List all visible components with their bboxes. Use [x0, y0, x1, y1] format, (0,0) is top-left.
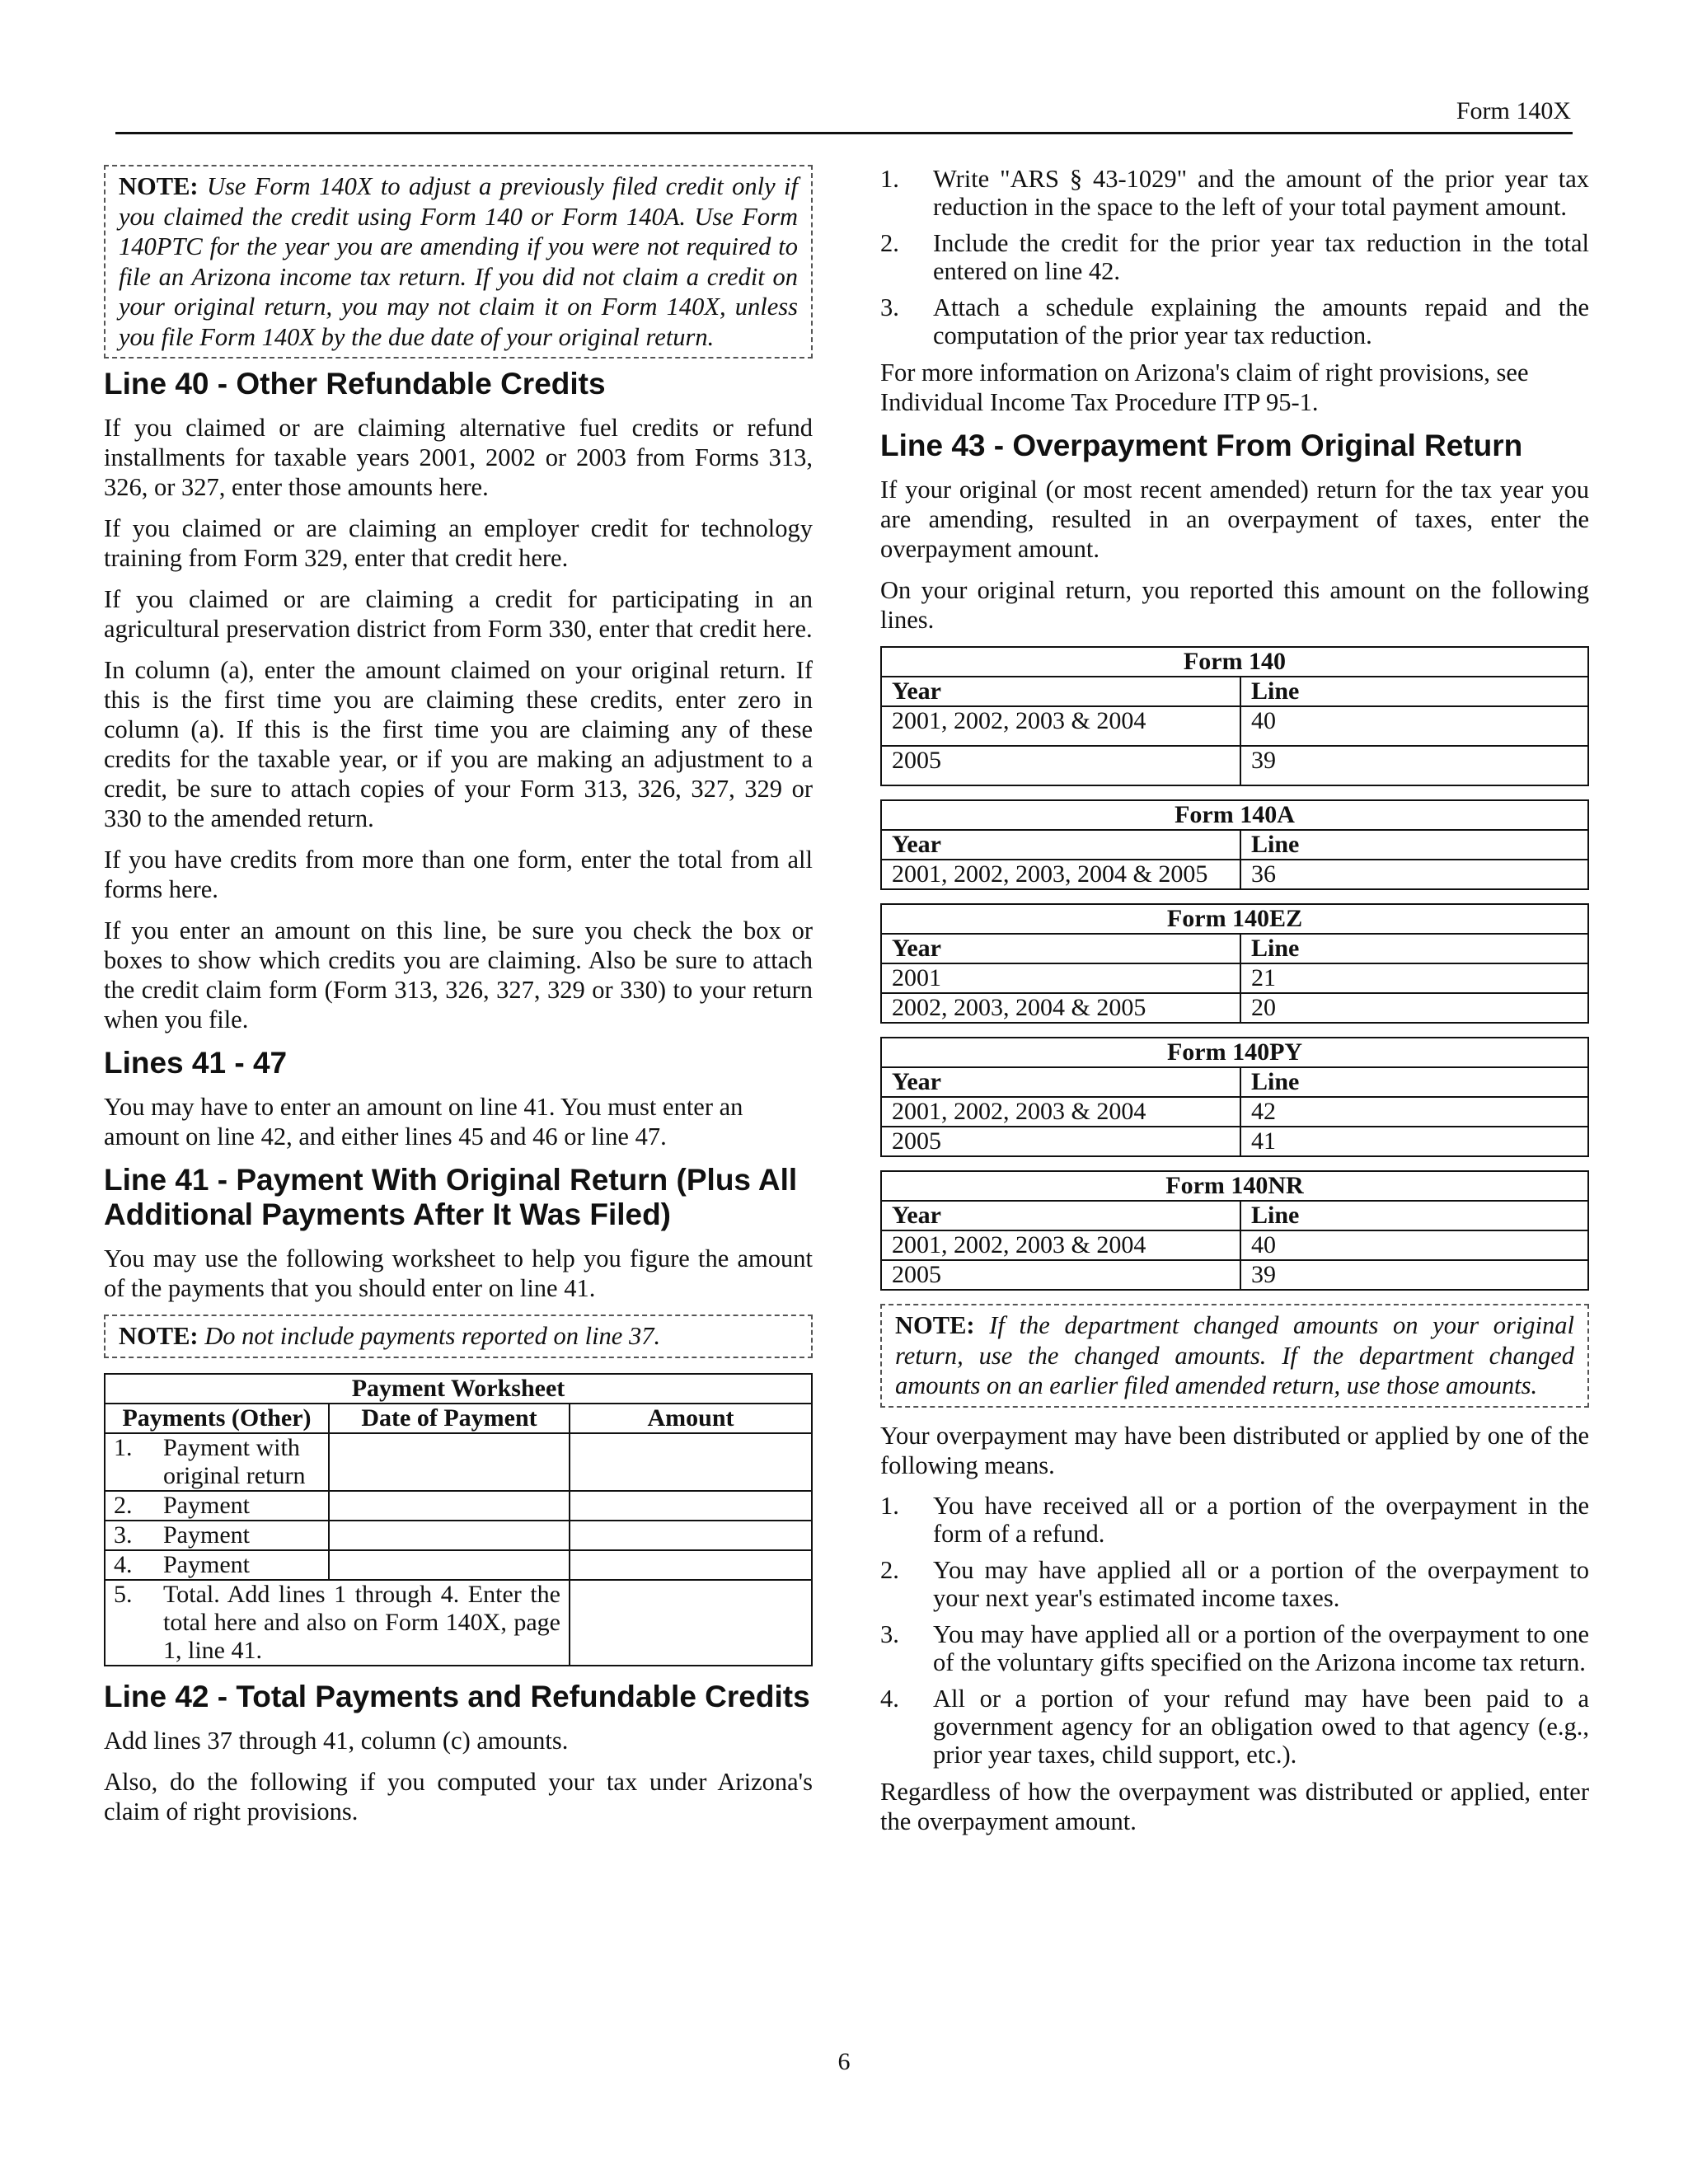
line42-heading: Line 42 - Total Payments and Refundable Credits — [104, 1679, 810, 1713]
table-title: Form 140PY — [881, 1038, 1588, 1067]
list-item — [880, 165, 1589, 221]
line-cell: 42 — [1240, 1097, 1588, 1127]
year-cell: 2002, 2003, 2004 & 2005 — [881, 993, 1240, 1023]
table-title: Form 140A — [881, 800, 1588, 830]
paragraph: On your original return, you reported this amount on the following lines. — [880, 576, 1589, 634]
line-header: Line — [1240, 1201, 1588, 1230]
paragraph: Your overpayment may have been distributed or applied by one of the following means. — [880, 1421, 1589, 1479]
item-text: All or a portion of your refund may have been paid to a government agency for an obligation owed to that agency (e.g., prior year taxes, child support, etc.). — [933, 1684, 1589, 1769]
year-header: Year — [881, 1201, 1240, 1230]
paragraph: You may have to enter an amount on line 41. You must enter an amount on line 42, and either lines 45 and 46 or line 47. — [104, 1093, 743, 1151]
line40-heading: Line 40 - Other Refundable Credits — [104, 367, 606, 401]
line-cell: 40 — [1240, 706, 1588, 746]
note-box-changed-amounts — [880, 1304, 1589, 1408]
line41-heading: Line 41 - Payment With Original Return (Plus All Additional Payments After It Was Filed) — [104, 1163, 798, 1231]
item-text: Write "ARS § 43-1029" and the amount of the prior year tax reduction in the space to the left of your total payment amount. — [933, 165, 1589, 221]
list-item — [880, 1556, 1589, 1612]
note-text: If the department changed amounts on your original return, use the changed amounts. If the department changed amounts on an earlier filed amended return, use those amounts. — [895, 1311, 1575, 1399]
line-header: Line — [1240, 1067, 1588, 1097]
page-header — [115, 97, 1573, 134]
worksheet-col-date: Date of Payment — [329, 1404, 570, 1433]
date-cell[interactable] — [329, 1521, 570, 1550]
row-number: 3. — [114, 1521, 133, 1549]
paragraph: Regardless of how the overpayment was distributed or applied, enter the overpayment amount. — [880, 1777, 1589, 1835]
worksheet-col-amount: Amount — [570, 1404, 812, 1433]
list-item — [880, 1492, 1589, 1548]
form140a-table — [880, 799, 1589, 890]
paragraph: In column (a), enter the amount claimed on your original return. If this is the first time you are claiming these credits, enter zero in column (a). If this is the first time you are claiming any of these credits for the taxable year, or if you are making an adjustment to a credit, be sure to attach copies of your Form 313, 326, 327, 329 or 330 to the amended return. — [104, 656, 813, 832]
form140nr-table — [880, 1170, 1589, 1291]
amount-cell[interactable] — [570, 1521, 812, 1550]
paragraph: Add lines 37 through 41, column (c) amounts. — [104, 1726, 569, 1755]
item-text: Include the credit for the prior year tax reduction in the total entered on line 42. — [933, 229, 1589, 285]
line-header: Line — [1240, 830, 1588, 860]
year-header: Year — [881, 830, 1240, 860]
payment-worksheet — [104, 1373, 813, 1666]
line-cell: 40 — [1240, 1230, 1588, 1260]
table-row — [881, 963, 1588, 993]
item-number: 3. — [880, 1619, 899, 1648]
paragraph: If you have credits from more than one form, enter the total from all forms here. — [104, 846, 813, 903]
page-number: 6 — [837, 2048, 851, 2075]
note-label: NOTE: — [119, 1322, 199, 1350]
item-number: 1. — [880, 165, 899, 193]
paragraph: If you enter an amount on this line, be sure you check the box or boxes to show which credits you are claiming. Also be sure to attach the credit claim form (Form 313, 326, 327, 329 or 330) to your return when you file. — [104, 916, 813, 1033]
paragraph: For more information on Arizona's claim of right provisions, see Individual Income Tax Procedure ITP 95-1. — [880, 359, 1529, 416]
item-text: You may have applied all or a portion of the overpayment to your next year's estimated income taxes. — [933, 1555, 1589, 1612]
table-row — [105, 1550, 812, 1580]
form140ez-table — [880, 903, 1589, 1024]
worksheet-title: Payment Worksheet — [105, 1374, 812, 1404]
list-item — [880, 229, 1589, 285]
table-title: Form 140EZ — [881, 904, 1588, 934]
amount-cell[interactable] — [570, 1491, 812, 1521]
table-row — [881, 746, 1588, 785]
row-number: 5. — [114, 1580, 133, 1608]
date-cell[interactable] — [329, 1491, 570, 1521]
line-header: Line — [1240, 934, 1588, 963]
table-row — [105, 1521, 812, 1550]
date-cell[interactable] — [329, 1433, 570, 1491]
line-cell: 39 — [1240, 746, 1588, 785]
item-text: You have received all or a portion of the overpayment in the form of a refund. — [933, 1491, 1589, 1548]
table-row — [881, 993, 1588, 1023]
line-header: Line — [1240, 677, 1588, 706]
table-row — [105, 1491, 812, 1521]
list-item — [880, 1685, 1589, 1769]
row-label: Total. Add lines 1 through 4. Enter the total here and also on Form 140X, page 1, line 41. — [163, 1580, 560, 1664]
table-title: Form 140NR — [881, 1171, 1588, 1201]
amount-cell[interactable] — [570, 1550, 812, 1580]
item-text: You may have applied all or a portion of the overpayment to one of the voluntary gifts specified on the Arizona income tax return. — [933, 1619, 1589, 1676]
form-label: Form 140X — [1456, 97, 1571, 124]
year-cell: 2001, 2002, 2003 & 2004 — [881, 1097, 1240, 1127]
year-cell: 2001, 2002, 2003, 2004 & 2005 — [881, 860, 1240, 889]
year-header: Year — [881, 1067, 1240, 1097]
line-cell: 41 — [1240, 1127, 1588, 1156]
note-box-payments — [104, 1315, 813, 1358]
row-label: Payment — [163, 1550, 250, 1578]
line-cell: 36 — [1240, 860, 1588, 889]
date-cell[interactable] — [329, 1550, 570, 1580]
table-row — [881, 860, 1588, 889]
table-row — [881, 706, 1588, 746]
year-cell: 2005 — [881, 1260, 1240, 1290]
table-row — [105, 1433, 812, 1491]
item-number: 2. — [880, 1555, 899, 1584]
table-row — [881, 1230, 1588, 1260]
line43-heading: Line 43 - Overpayment From Original Return — [880, 429, 1523, 462]
form140-table — [880, 646, 1589, 786]
note-label: NOTE: — [119, 172, 199, 200]
row-number: 4. — [114, 1550, 133, 1578]
note-text: Do not include payments reported on line 37. — [204, 1322, 661, 1350]
item-number: 3. — [880, 293, 899, 321]
list-item — [880, 293, 1589, 349]
year-cell: 2001 — [881, 963, 1240, 993]
row-number: 2. — [114, 1491, 133, 1519]
item-number: 1. — [880, 1491, 899, 1520]
item-number: 2. — [880, 229, 899, 257]
year-header: Year — [881, 934, 1240, 963]
lines41-47-heading: Lines 41 - 47 — [104, 1046, 288, 1080]
worksheet-col-payments: Payments (Other) — [105, 1404, 329, 1433]
line-cell: 39 — [1240, 1260, 1588, 1290]
table-row — [105, 1580, 812, 1666]
table-row — [881, 1260, 1588, 1290]
row-number: 1. — [114, 1433, 133, 1461]
item-number: 4. — [880, 1684, 899, 1713]
note-text: Use Form 140X to adjust a previously filed credit only if you claimed the credit using Form 140 or Form 140A. Use Form 140PTC for the year you are amending if you were not required to file an Arizona income tax return. If you did not claim a credit on your original return, you may not claim it on Form 140X, unless you file Form 140X by the due date of your original return. — [119, 172, 799, 351]
note-label: NOTE: — [895, 1311, 975, 1339]
paragraph: Also, do the following if you computed your tax under Arizona's claim of right provisions. — [104, 1767, 813, 1825]
left-column — [104, 165, 813, 1838]
year-cell: 2001, 2002, 2003 & 2004 — [881, 706, 1240, 746]
table-title: Form 140 — [881, 647, 1588, 677]
line-cell: 21 — [1240, 963, 1588, 993]
table-row — [881, 1097, 1588, 1127]
table-row — [881, 1127, 1588, 1156]
paragraph: If you claimed or are claiming alternative fuel credits or refund installments for taxable years 2001, 2002 or 2003 from Forms 313, 326, or 327, enter those amounts here. — [104, 414, 813, 501]
year-cell: 2001, 2002, 2003 & 2004 — [881, 1230, 1240, 1260]
paragraph: You may use the following worksheet to help you figure the amount of the payments that you should enter on line 41. — [104, 1244, 813, 1302]
list-item — [880, 1620, 1589, 1676]
year-cell: 2005 — [881, 746, 1240, 785]
row-label: Payment — [163, 1491, 250, 1519]
line-cell: 20 — [1240, 993, 1588, 1023]
paragraph: If you claimed or are claiming an employer credit for technology training from Form 329, enter that credit here. — [104, 514, 813, 572]
right-column — [880, 165, 1589, 1848]
row-label: Payment — [163, 1521, 250, 1549]
amount-cell[interactable] — [570, 1433, 812, 1491]
row-label: Payment with original return — [163, 1433, 306, 1489]
note-box-credit — [104, 165, 813, 359]
year-cell: 2005 — [881, 1127, 1240, 1156]
amount-cell[interactable] — [570, 1580, 812, 1666]
item-text: Attach a schedule explaining the amounts repaid and the computation of the prior year tax reduction. — [933, 293, 1589, 349]
year-header: Year — [881, 677, 1240, 706]
paragraph: If you claimed or are claiming a credit for participating in an agricultural preservation district from Form 330, enter that credit here. — [104, 585, 813, 643]
form140py-table — [880, 1037, 1589, 1157]
paragraph: If your original (or most recent amended) return for the tax year you are amending, resulted in an overpayment of taxes, enter the overpayment amount. — [880, 476, 1589, 563]
